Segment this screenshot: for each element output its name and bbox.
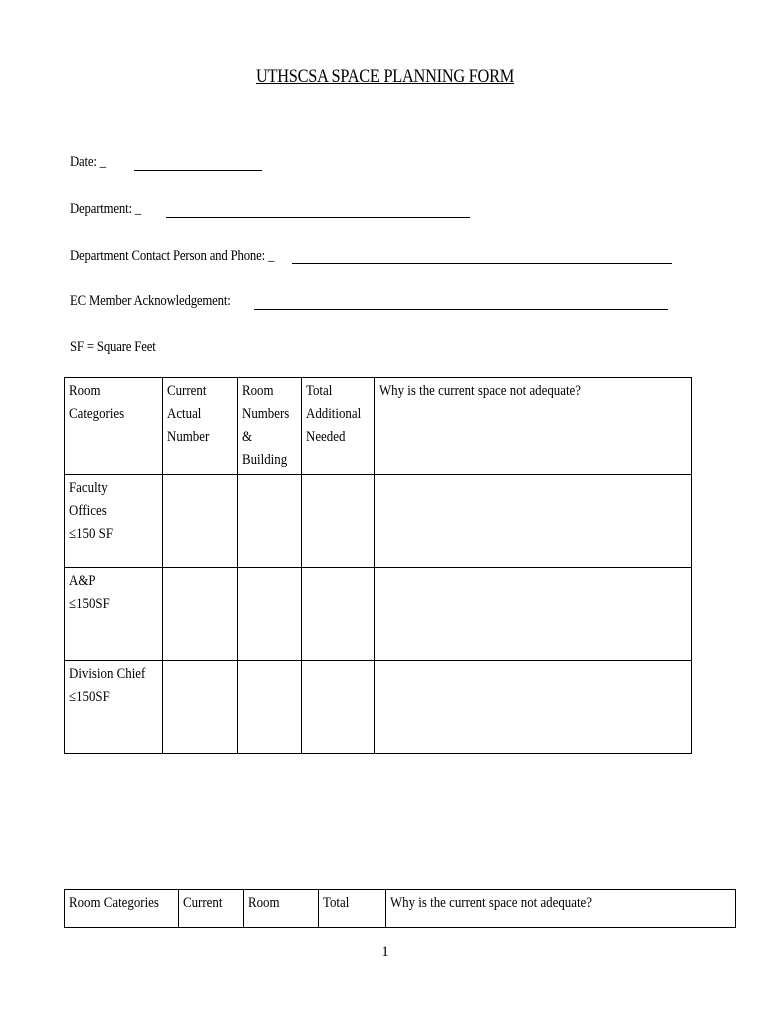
header-room-categories: Room Categories bbox=[65, 378, 163, 475]
faculty-why-cell[interactable] bbox=[374, 475, 691, 568]
chief-total-cell[interactable] bbox=[301, 661, 374, 754]
page-number: 1 bbox=[381, 944, 389, 960]
ap-why-cell[interactable] bbox=[374, 568, 691, 661]
header-room: Room bbox=[243, 890, 318, 928]
date-label: Date: _ bbox=[70, 154, 106, 170]
table-header-row bbox=[65, 378, 692, 475]
table-row bbox=[65, 568, 692, 661]
chief-room-cell[interactable] bbox=[237, 661, 301, 754]
contact-label: Department Contact Person and Phone: _ bbox=[70, 248, 275, 264]
ec-field[interactable] bbox=[254, 309, 668, 310]
space-table-continued bbox=[64, 889, 736, 928]
space-table bbox=[64, 377, 692, 754]
header-current: Current bbox=[178, 890, 243, 928]
row-label-ap: A&P ≤150SF bbox=[65, 568, 163, 661]
header-total-additional-needed: Total Additional Needed bbox=[301, 378, 374, 475]
faculty-total-cell[interactable] bbox=[301, 475, 374, 568]
department-field[interactable] bbox=[166, 217, 470, 218]
ec-label: EC Member Acknowledgement: bbox=[70, 293, 231, 309]
header-total: Total bbox=[319, 890, 386, 928]
faculty-current-cell[interactable] bbox=[162, 475, 237, 568]
date-field[interactable] bbox=[134, 170, 262, 171]
contact-field[interactable] bbox=[292, 263, 672, 264]
header-why-not-adequate: Why is the current space not adequate? bbox=[374, 378, 691, 475]
row-label-faculty-offices: Faculty Offices ≤150 SF bbox=[65, 475, 163, 568]
sf-note: SF = Square Feet bbox=[70, 339, 156, 355]
table-row bbox=[65, 661, 692, 754]
form-title: UTHSCSA SPACE PLANNING FORM bbox=[255, 66, 515, 87]
header-why-not-adequate: Why is the current space not adequate? bbox=[385, 890, 735, 928]
table-row bbox=[65, 475, 692, 568]
ap-current-cell[interactable] bbox=[162, 568, 237, 661]
department-label: Department: _ bbox=[70, 201, 142, 217]
chief-why-cell[interactable] bbox=[374, 661, 691, 754]
faculty-room-cell[interactable] bbox=[237, 475, 301, 568]
header-room-numbers-building: Room Numbers & Building bbox=[237, 378, 301, 475]
header-current-actual-number: Current Actual Number bbox=[162, 378, 237, 475]
row-label-division-chief: Division Chief ≤150SF bbox=[65, 661, 163, 754]
table-header-row bbox=[65, 890, 736, 928]
chief-current-cell[interactable] bbox=[162, 661, 237, 754]
header-room-categories: Room Categories bbox=[65, 890, 179, 928]
ap-room-cell[interactable] bbox=[237, 568, 301, 661]
ap-total-cell[interactable] bbox=[301, 568, 374, 661]
